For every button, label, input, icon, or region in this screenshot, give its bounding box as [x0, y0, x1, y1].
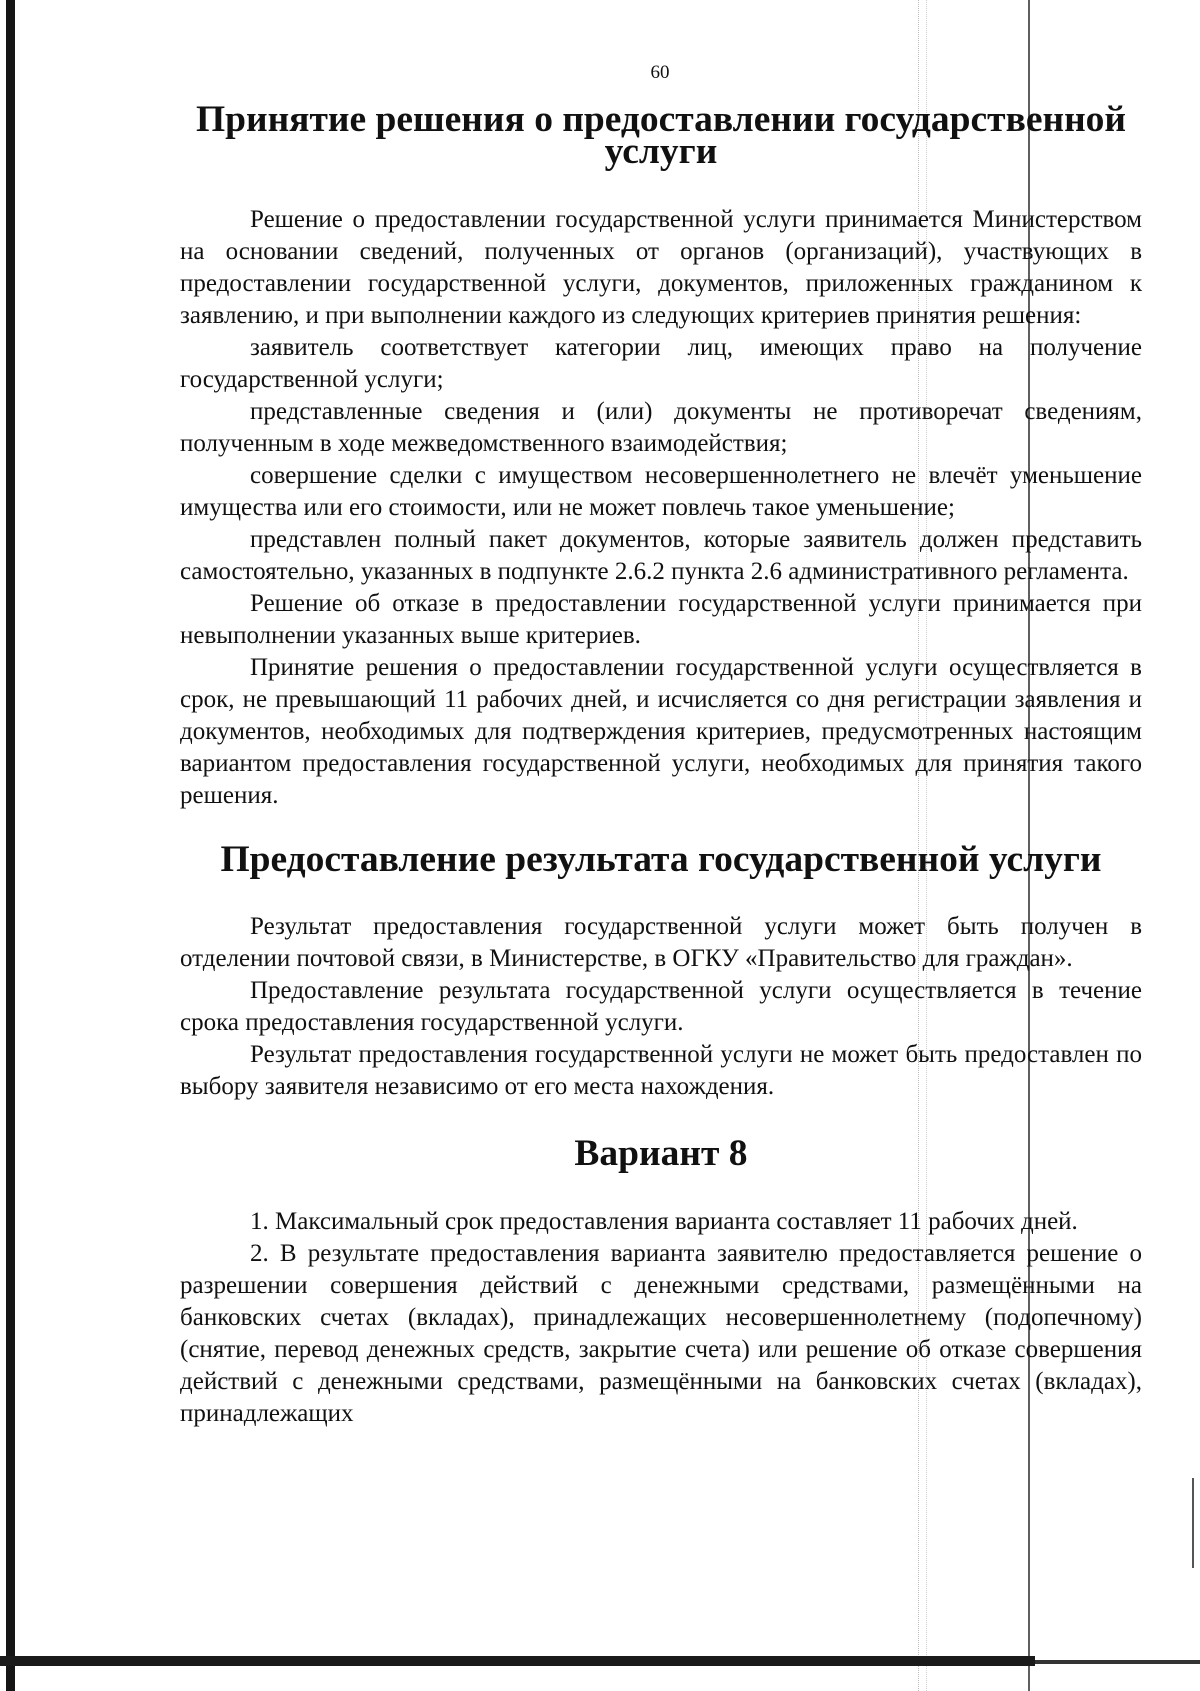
numbered-paragraph: 2. В результате предоставления варианта заявителю предоставляется решение о разрешении совершения действий с денежными средствами, размещёнными на банковских счетах (вкладах), принадлежащих несовершеннолетнему (подопечному) (снятие, перевод денежных средств, закрытие счета) или решение об отказе совершения действий с денежными средствами, размещёнными на банковских счетах (вкладах), принадлежащих [180, 1240, 1142, 1427]
paragraph: Результат предоставления государственной услуги может быть получен в отделении почтовой связи, в Министерстве, в ОГКУ «Правительство для граждан». [180, 913, 1142, 972]
paragraph: заявитель соответствует категории лиц, имеющих право на получение государственной услуги; [180, 334, 1142, 393]
section-heading-result: Предоставление результата государственной услуги [220, 839, 1102, 880]
page-number: 60 [650, 62, 670, 83]
scan-right-mark [1192, 1478, 1194, 1568]
scan-bottom-edge-thin [1035, 1660, 1200, 1664]
paragraph: Принятие решения о предоставлении государственной услуги осуществляется в срок, не превышающий 11 рабочих дней, и исчисляется со дня регистрации заявления и документов, необходимых для подтверждения критериев, предусмотренных настоящим вариантом предоставления государственной услуги, необходимых для принятия такого решения. [180, 654, 1142, 809]
paragraph: совершение сделки с имуществом несовершеннолетнего не влечёт уменьшение имущества или его стоимости, или не может повлечь такое уменьшение; [180, 462, 1142, 521]
section-heading-decision: Принятие решения о предоставлении государственной услуги [195, 99, 1127, 172]
paragraph: Решение о предоставлении государственной услуги принимается Министерством на основании сведений, полученных от органов (организаций), участвующих в предоставлении государственной услуги, документов, приложенных гражданином к заявлению, и при выполнении каждого из следующих критериев принятия решения: [180, 206, 1142, 329]
paragraph: представленные сведения и (или) документы не противоречат сведениям, полученным в ходе межведомственного взаимодействия; [180, 398, 1142, 457]
numbered-paragraph: 1. Максимальный срок предоставления варианта составляет 11 рабочих дней. [250, 1208, 1078, 1235]
document-body [180, 99, 1142, 1430]
paragraph: Решение об отказе в предоставлении государственной услуги принимается при невыполнении указанных выше критериев. [180, 590, 1142, 649]
scan-bottom-edge [0, 1656, 1035, 1666]
paragraph: Результат предоставления государственной услуги не может быть предоставлен по выбору заявителя независимо от его места нахождения. [180, 1041, 1142, 1100]
paragraph: Предоставление результата государственной услуги осуществляется в течение срока предоставления государственной услуги. [180, 977, 1142, 1036]
section-heading-variant: Вариант 8 [574, 1133, 748, 1174]
paragraph: представлен полный пакет документов, которые заявитель должен представить самостоятельно, указанных в подпункте 2.6.2 пункта 2.6 административного регламента. [180, 526, 1142, 585]
scan-left-edge [6, 0, 15, 1691]
